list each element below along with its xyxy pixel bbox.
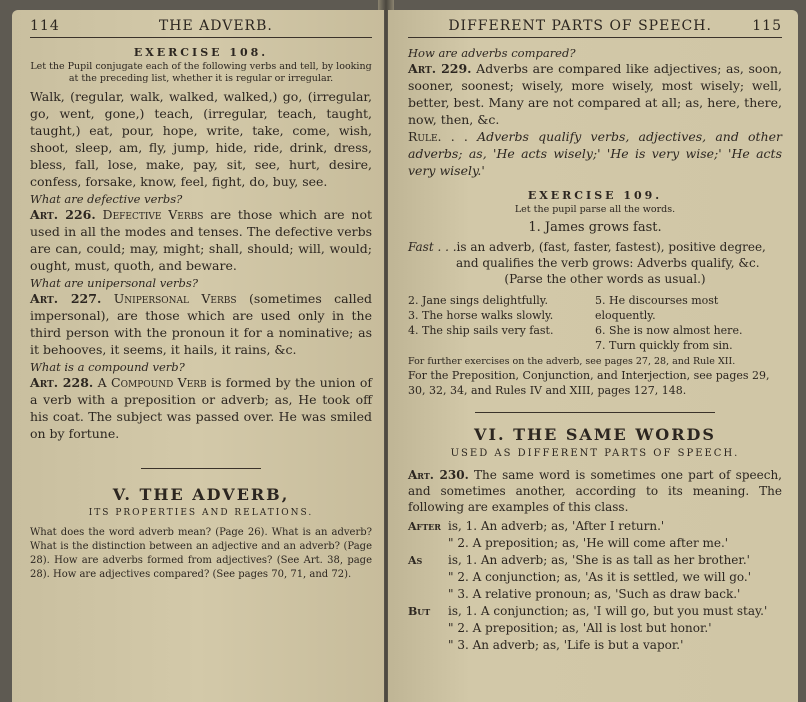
article-head: A Compound Verb bbox=[97, 375, 207, 390]
example-word: But bbox=[408, 605, 431, 618]
article-label: Art. 229. bbox=[408, 61, 472, 76]
section-title: VI. THE SAME WORDS bbox=[474, 425, 716, 444]
article-text: (sometimes called impersonal), are those which are used only in the third person with the pronoun it for a nominative; as it behooves, it seems, it hails, it rains, &c. bbox=[30, 291, 372, 357]
article-label: Art. 230. bbox=[408, 468, 469, 482]
running-head bbox=[30, 18, 372, 38]
exercise-example: 1. James grows fast. bbox=[528, 220, 662, 235]
question-226: What are defective verbs? bbox=[30, 192, 183, 206]
example-line: " 2. A preposition; as, 'He will come after me.' bbox=[448, 536, 729, 550]
example-line: is, 1. A conjunction; as, 'I will go, but you must stay.' bbox=[448, 604, 768, 618]
section-divider bbox=[141, 468, 261, 469]
article-text: are those which are not used in all the modes and tenses. The defective verbs are can, could; may, might; shall, should; will, would; ought, must, quoth, and beware. bbox=[30, 207, 372, 273]
running-title: DIFFERENT PARTS OF SPEECH. bbox=[448, 18, 712, 34]
rule-block bbox=[408, 128, 782, 179]
section-questions: What does the word adverb mean? (Page 26). What is an adverb? What is the distinction between an adjective and an adverb? (Page 28). How are adverbs formed from adjectives? (See Art. 38, page 28). How are adjectives compared? (See pages 70, 71, and 72). bbox=[30, 527, 372, 580]
example-line: is, 1. An adverb; as, 'After I return.' bbox=[448, 519, 665, 533]
example-line: " 2. A conjunction; as, 'As it is settled, we will go.' bbox=[448, 570, 752, 584]
article-228 bbox=[30, 374, 372, 442]
article-head: Unipersonal Verbs bbox=[113, 291, 237, 306]
example-row bbox=[408, 535, 782, 552]
further-note-1: For further exercises on the adverb, see pages 27, 28, and Rule XII. bbox=[408, 356, 736, 367]
exercise-items-left bbox=[408, 293, 595, 353]
example-row bbox=[408, 586, 782, 603]
parse-label: Fast . . . bbox=[408, 240, 457, 254]
exercise-instruction: Let the Pupil conjugate each of the following verbs and tell, by looking at the preceding list, whether it is regular or irregular. bbox=[30, 61, 372, 84]
running-title: THE ADVERB. bbox=[158, 18, 273, 34]
article-text: Adverbs are compared like adjectives; as, soon, sooner, soonest; wisely, more wisely, most wisely; well, better, best. Many are not compared at all; as, here, there, now, then, &c. bbox=[408, 61, 782, 127]
example-row bbox=[408, 620, 782, 637]
exercise-items bbox=[408, 293, 782, 353]
article-227 bbox=[30, 290, 372, 358]
article-229 bbox=[408, 60, 782, 128]
article-head: Defective Verbs bbox=[102, 207, 204, 222]
page-number: 115 bbox=[752, 18, 782, 34]
example-line: " 3. A relative pronoun; as, 'Such as draw back.' bbox=[448, 587, 741, 601]
list-item: 6. She is now almost here. bbox=[595, 324, 743, 337]
example-line: is, 1. An adverb; as, 'She is as tall as her brother.' bbox=[448, 553, 750, 567]
example-row bbox=[408, 552, 782, 569]
list-item: 3. The horse walks slowly. bbox=[408, 309, 554, 322]
rule-label: Rule. . . bbox=[408, 129, 468, 144]
exercise-items-right bbox=[595, 293, 782, 353]
article-text: The same word is sometimes one part of speech, and sometimes another, according to its meaning. The following are examples of this class. bbox=[408, 468, 782, 514]
example-row bbox=[408, 603, 782, 620]
list-item: 2. Jane sings delightfully. bbox=[408, 294, 549, 307]
article-label: Art. 228. bbox=[30, 375, 94, 390]
article-text: is formed by the union of a verb with a preposition or adverb; as, He took off his coat. The subject was passed over. He was smiled on by fortune. bbox=[30, 375, 372, 441]
section-title: V. THE ADVERB, bbox=[112, 485, 290, 504]
parse-note: (Parse the other words as usual.) bbox=[504, 272, 706, 286]
question-227: What are unipersonal verbs? bbox=[30, 276, 198, 290]
parse-text: is an adverb, (fast, faster, fastest), positive degree, and qualifies the verb grows: Adverbs qualify, &c. bbox=[456, 240, 766, 270]
question-228: What is a compound verb? bbox=[30, 360, 185, 374]
example-row bbox=[408, 569, 782, 586]
exercise-instruction: Let the pupil parse all the words. bbox=[514, 204, 676, 215]
example-row bbox=[408, 637, 782, 654]
left-page bbox=[12, 10, 384, 702]
list-item: 5. He discourses most eloquently. bbox=[595, 294, 719, 322]
example-word: As bbox=[408, 554, 423, 567]
exercise-text: Walk, (regular, walk, walked, walked,) go, (irregular, go, went, gone,) teach, (irregular, teach, taught, taught,) eat, pour, hope, write, take, come, wish, shoot, sleep, am, fly, jump, hide, ride, drink, dress, bless, fall, lose, make, pay, sit, see, hurt, desire, confess, forsake, know, feel, fight, do, buy, see. bbox=[30, 89, 372, 189]
page-number: 114 bbox=[30, 18, 60, 34]
section-subtitle: ITS PROPERTIES AND RELATIONS. bbox=[88, 508, 314, 518]
rule-text: Adverbs qualify verbs, adjectives, and other adverbs; as, 'He acts wisely;' 'He is very wise;' 'He acts very wisely.' bbox=[408, 129, 782, 178]
list-item: 4. The ship sails very fast. bbox=[408, 324, 554, 337]
example-row bbox=[408, 518, 782, 535]
exercise-title: EXERCISE 108. bbox=[133, 46, 269, 59]
article-230 bbox=[408, 467, 782, 515]
example-line: " 2. A preposition; as, 'All is lost but honor.' bbox=[448, 621, 712, 635]
examples-list bbox=[408, 518, 782, 654]
example-line: " 3. An adverb; as, 'Life is but a vapor.' bbox=[448, 638, 684, 652]
article-226 bbox=[30, 206, 372, 274]
running-head bbox=[408, 18, 782, 38]
parse-block bbox=[408, 239, 782, 287]
section-subtitle: USED AS DIFFERENT PARTS OF SPEECH. bbox=[450, 448, 740, 459]
article-label: Art. 226. bbox=[30, 207, 96, 222]
article-label: Art. 227. bbox=[30, 291, 102, 306]
further-note-2: For the Preposition, Conjunction, and Interjection, see pages 29, 30, 32, 34, and Rules IV and XIII, pages 127, 148. bbox=[408, 369, 770, 397]
question-229: How are adverbs compared? bbox=[408, 46, 576, 60]
exercise-title: EXERCISE 109. bbox=[527, 189, 663, 202]
right-page bbox=[388, 10, 798, 702]
example-word: After bbox=[408, 520, 441, 533]
list-item: 7. Turn quickly from sin. bbox=[595, 339, 733, 352]
section-divider bbox=[475, 412, 715, 413]
